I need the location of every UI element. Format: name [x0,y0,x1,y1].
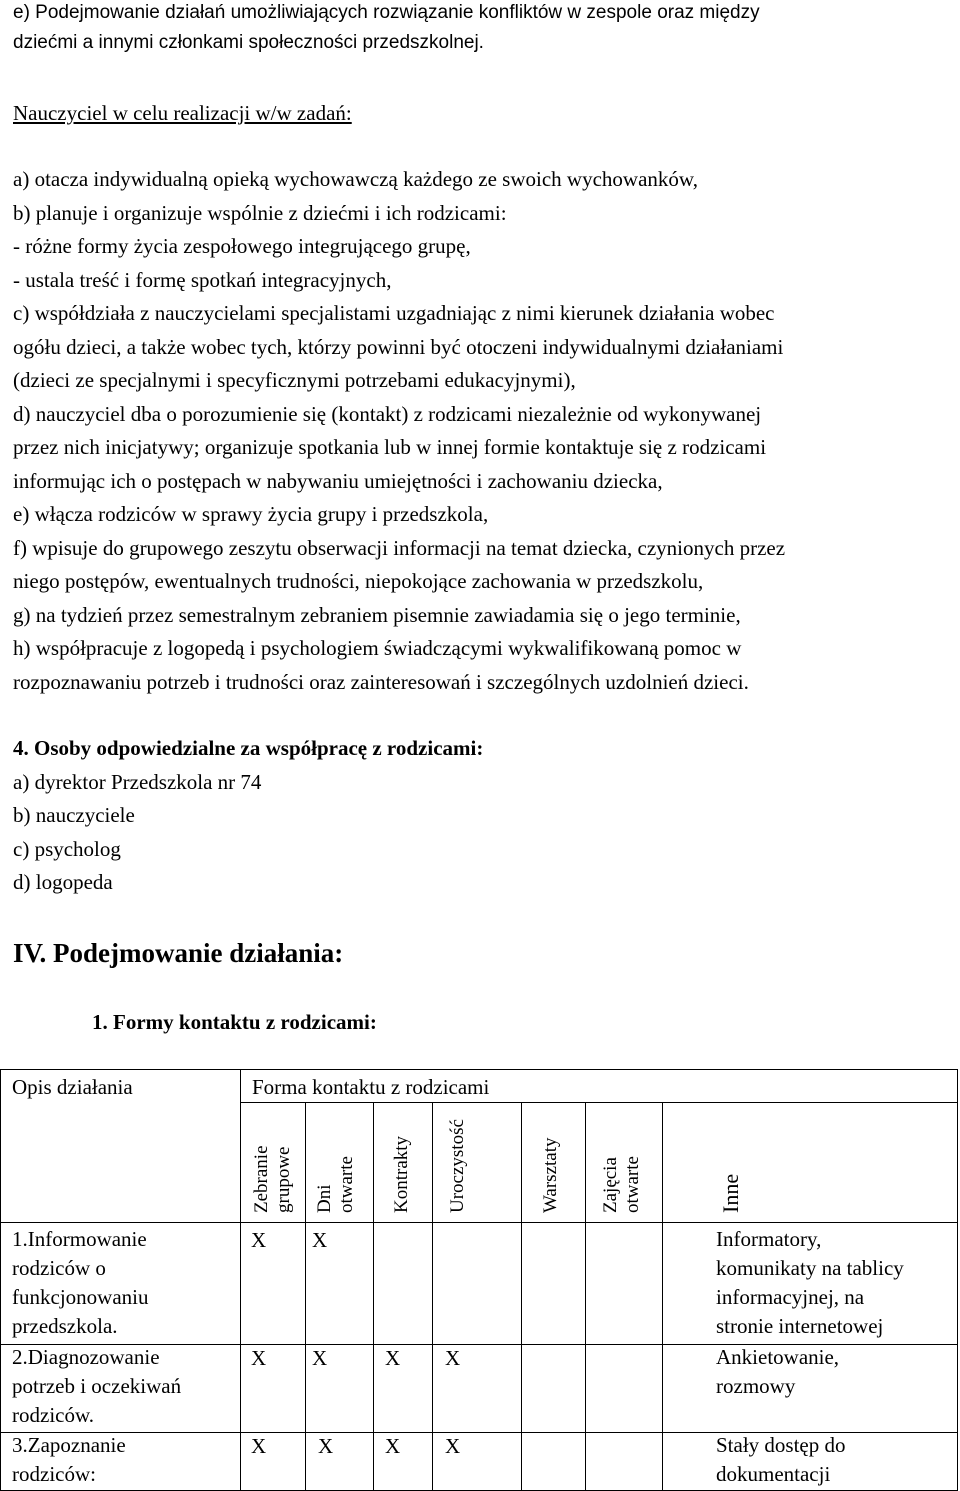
table-row-1-other: Informatory, komunikaty na tablicy informacyjnej, na stronie internetowej [716,1227,904,1338]
task-line: g) na tydzień przez semestralnym zebraniem pisemnie zawiadamia się o jego terminie, [13,603,741,627]
task-line: f) wpisuje do grupowego zeszytu obserwacji informacji na temat dziecka, czynionych przez [13,536,786,560]
mark-x: X [251,1434,267,1458]
section-iv-heading: IV. Podejmowanie działania: [13,938,344,968]
item-e-line-2: dziećmi a innymi członkami społeczności przedszkolnej. [13,32,484,53]
section-4-heading: 4. Osoby odpowiedzialne za współpracę z rodzicami: [13,736,484,760]
table-border-left [0,1069,1,1491]
task-line: - różne formy życia zespołowego integrującego grupę, [13,234,471,258]
table-border-top [0,1069,958,1070]
mark-x: X [385,1346,401,1370]
form-label-contracts: Kontrakty [391,1135,412,1213]
table-col-divider [240,1069,241,1491]
table-forms-divider [240,1102,958,1103]
task-line: c) współdziała z nauczycielami specjalistami uzgadniając z nimi kierunek działania wobec [13,301,775,325]
responsible-item: c) psycholog [13,837,121,861]
mark-x: X [312,1346,328,1370]
mark-x: X [312,1228,328,1252]
contact-forms-table [0,1069,960,1491]
form-label-open-classes: Zajęcia otwarte [600,1156,643,1213]
mark-x: X [318,1434,334,1458]
col-header-forms: Forma kontaktu z rodzicami [252,1075,490,1099]
mark-x: X [251,1346,267,1370]
task-line: przez nich inicjatywy; organizuje spotkania lub w innej formie kontaktuje się z rodzicami [13,435,767,459]
form-label-workshops: Warsztaty [540,1137,561,1213]
item-e-line-1: e) Podejmowanie działań umożliwiających rozwiązanie konfliktów w zespole oraz między [13,2,760,23]
task-line: - ustala treść i formę spotkań integracyjnych, [13,268,392,292]
task-line: informując ich o postępach w nabywaniu umiejętności i zachowaniu dziecka, [13,469,663,493]
form-label-group-meeting: Zebranie grupowe [251,1145,294,1213]
task-line: h) współpracuje z logopedą i psychologiem świadczącymi wykwalifikowaną pomoc w [13,636,742,660]
mark-x: X [251,1228,267,1252]
table-row-3-action: 3.Zapoznanie rodziców: [12,1433,126,1486]
form-label-celebration: Uroczystość [447,1119,468,1213]
mark-x: X [445,1434,461,1458]
responsible-item: d) logopeda [13,870,113,894]
table-row-2-other: Ankietowanie, rozmowy [716,1345,840,1398]
task-line: d) nauczyciel dba o porozumienie się (kontakt) z rodzicami niezależnie od wykonywanej [13,402,762,426]
contact-forms-subheading: 1. Formy kontaktu z rodzicami: [92,1010,377,1034]
mark-x: X [445,1346,461,1370]
task-line: (dzieci ze specjalnymi i specyficznymi potrzebami edukacyjnymi), [13,368,576,392]
task-line: a) otacza indywidualną opieką wychowawczą każdego ze swoich wychowanków, [13,167,698,191]
form-label-open-days: Dni otwarte [314,1156,357,1213]
table-border-right [957,1069,958,1491]
task-line: e) włącza rodziców w sprawy życia grupy i przedszkola, [13,502,489,526]
task-line: ogółu dzieci, a także wobec tych, którzy powinni być otoczeni indywidualnymi działaniami [13,335,784,359]
task-line: niego postępów, ewentualnych trudności, niepokojące zachowania w przedszkolu, [13,569,704,593]
mark-x: X [385,1434,401,1458]
form-label-other: Inne [718,1173,743,1213]
task-line: b) planuje i organizuje wspólnie z dziećmi i ich rodzicami: [13,201,507,225]
table-row-2-action: 2.Diagnozowanie potrzeb i oczekiwań rodziców. [12,1345,182,1427]
table-header-divider [0,1222,958,1223]
responsible-item: b) nauczyciele [13,803,135,827]
table-row-3-other: Stały dostęp do dokumentacji [716,1433,846,1486]
responsible-item: a) dyrektor Przedszkola nr 74 [13,770,262,794]
task-line: rozpoznawaniu potrzeb i trudności oraz zainteresowań i szczególnych uzdolnień dzieci. [13,670,749,694]
teacher-tasks-heading: Nauczyciel w celu realizacji w/w zadań: [13,101,352,125]
col-header-action: Opis działania [12,1075,133,1099]
table-row-1-action: 1.Informowanie rodziców o funkcjonowaniu przedszkola. [12,1227,149,1338]
